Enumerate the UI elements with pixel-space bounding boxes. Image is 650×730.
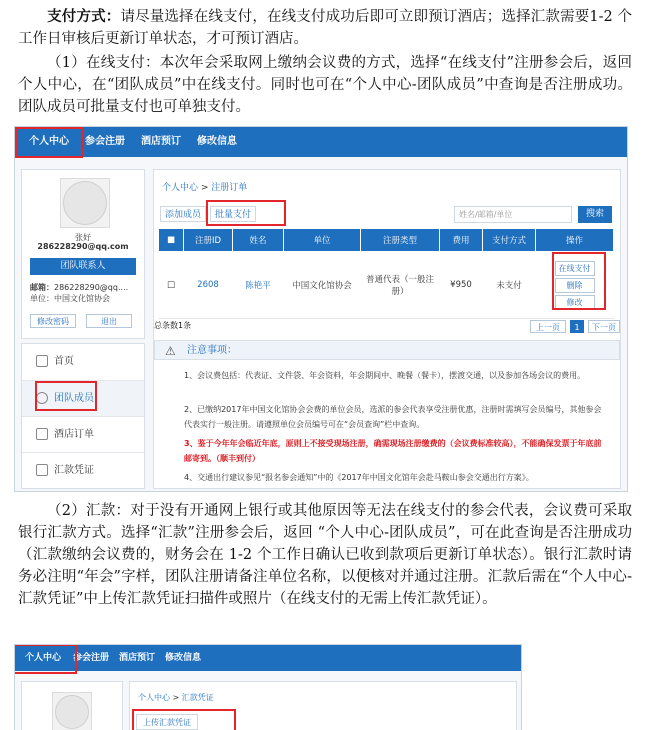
col-id: 注册ID	[184, 229, 233, 252]
table-row	[159, 252, 614, 319]
notice-title: 注意事项：	[187, 345, 237, 356]
notice-header	[154, 340, 620, 360]
avatar-icon-2	[55, 695, 89, 729]
menu-home-label: 首页	[54, 356, 74, 367]
change-password-button[interactable]: 修改密码	[30, 314, 76, 328]
voucher-icon	[36, 464, 48, 476]
profile-card	[21, 169, 145, 339]
breadcrumb	[162, 180, 247, 193]
intro-text: 请尽量选择在线支付，在线支付成功后即可立即预订酒店；选择汇款需要1-2 个工作日审核后更新订单状态，才可预订酒店。	[18, 9, 632, 47]
highlight-nav	[15, 127, 83, 158]
breadcrumb-2	[138, 692, 214, 703]
next-page-button[interactable]: 下一页	[588, 320, 620, 333]
intro-heading: 支付方式：	[47, 8, 121, 25]
col-fee: 费用	[440, 229, 483, 252]
menu-remit-voucher[interactable]	[22, 452, 144, 488]
notice-1: 1、会议费包括：代表证、文件袋、年会资料，年会期间中、晚餐（餐卡），摆渡交通，以及参加各场会议的费用。	[184, 371, 586, 380]
col-name: 姓名	[233, 229, 284, 252]
col-actions: 操作	[536, 229, 614, 252]
highlight-upload	[132, 709, 236, 730]
notice-3	[184, 436, 604, 466]
main-panel	[153, 169, 621, 489]
side-menu	[21, 343, 145, 489]
nav-personal-center[interactable]: 个人中心	[29, 136, 69, 147]
menu-hotel-orders[interactable]	[22, 416, 144, 452]
table-header	[159, 229, 614, 252]
unit-label: 单位：	[30, 294, 54, 303]
warning-icon: ⚠	[165, 344, 176, 358]
edit-button[interactable]: 修改	[555, 295, 595, 310]
breadcrumb2-current: 汇款凭证	[181, 693, 214, 702]
highlight-batch-pay	[206, 200, 286, 226]
col-check[interactable]: ■	[159, 229, 184, 252]
notice-2: 2、已缴纳2017年中国文化馆协会会费的单位会员，选派的参会代表享受注册优惠，注册时需填写会员编号，其他参会代表实行一般注册。请遵照单位会员编号可在“会员查询”栏中查询。	[184, 405, 602, 429]
delete-button[interactable]: 删除	[555, 278, 595, 293]
upload-voucher-button[interactable]: 上传汇款凭证	[136, 714, 198, 730]
col-type: 注册类型	[361, 229, 440, 252]
nav2-edit-info[interactable]: 修改信息	[165, 653, 202, 663]
avatar-frame	[60, 178, 110, 228]
search-input[interactable]: 姓名/邮箱/单位	[454, 206, 572, 223]
breadcrumb-current: 注册订单	[211, 183, 248, 193]
avatar-frame-2	[52, 692, 92, 730]
team-contact-button[interactable]: 团队联系人	[30, 258, 136, 275]
menu-hotel-label: 酒店订单	[54, 429, 94, 440]
notice-3-text: 3、鉴于今年年会临近年底，原则上不接受现场注册，确需现场注册缴费的（会议费标准较高），不能确保发票于年底前邮寄到。（顺丰到付）	[184, 439, 602, 463]
profile-card-2	[21, 681, 123, 730]
logout-button[interactable]: 退出	[86, 314, 132, 328]
avatar-icon	[63, 181, 107, 225]
breadcrumb-home[interactable]: 个人中心	[162, 183, 199, 193]
intro-paragraph	[18, 6, 632, 50]
mail-label: 邮箱：	[30, 283, 54, 292]
screenshot-team-members	[14, 126, 628, 492]
online-pay-button[interactable]: 在线支付	[555, 261, 595, 276]
hotel-icon	[36, 428, 48, 440]
home-icon	[36, 355, 48, 367]
profile-email: 286228290@qq.com	[37, 242, 129, 251]
profile-mail-row	[30, 282, 128, 293]
online-paragraph: （1）在线支付：本次年会采取网上缴纳会议费的方式，选择“在线支付”注册参会后，返回个人中心，在“团队成员”中在线支付。同时也可在“个人中心-团队成员”中查询是否注册成功。团队成员可批量支付也可单独支付。	[18, 55, 632, 115]
mail-value: 286228290@qq....	[54, 283, 129, 292]
nav-edit-info[interactable]: 修改信息	[197, 136, 237, 147]
breadcrumb2-sep: >	[170, 693, 182, 702]
col-unit: 单位	[284, 229, 361, 252]
highlight-team-members	[35, 381, 97, 411]
col-pay: 支付方式	[483, 229, 536, 252]
row-checkbox[interactable]: □	[159, 252, 184, 319]
row-id: 2608	[184, 252, 233, 319]
nav-hotel[interactable]: 酒店预订	[141, 136, 181, 147]
highlight-actions	[552, 252, 606, 310]
highlight-nav-2	[14, 644, 77, 674]
row-type: 普通代表（一般注册）	[361, 252, 440, 319]
profile-name: 张好	[75, 233, 91, 242]
breadcrumb2-home[interactable]: 个人中心	[138, 693, 170, 702]
total-count: 总条数1条	[154, 321, 192, 330]
page-1-button[interactable]: 1	[570, 320, 584, 333]
row-pay: 未支付	[483, 252, 536, 319]
members-table	[158, 228, 614, 319]
menu-home[interactable]	[22, 344, 144, 380]
nav2-personal-center[interactable]: 个人中心	[25, 653, 62, 663]
row-name: 陈艳平	[233, 252, 284, 319]
menu-team-label: 团队成员	[54, 393, 94, 404]
nav-registration[interactable]: 参会注册	[85, 136, 125, 147]
unit-value: 中国文化馆协会	[54, 294, 110, 303]
profile-unit-row	[30, 293, 110, 304]
search-button[interactable]: 搜索	[578, 206, 612, 223]
notice-4: 4、交通出行建议参见“报名参会通知”中的《2017年中国文化馆年会赴马鞍山参会交通出行方案》。	[184, 473, 534, 482]
row-fee: ¥950	[440, 252, 483, 319]
tab-add-member[interactable]: 添加成员	[160, 206, 206, 222]
remit-paragraph: （2）汇款：对于没有开通网上银行或其他原因等无法在线支付的参会代表，会议费可采取银行汇款方式。选择“汇款”注册参会后，返回 “个人中心-团队成员”，可在此查询是否注册成功（汇款缴纳会议费的，财务会在 1-2 个工作日确认已收到款项后更新订单状态）。银行汇款时请务必注明“年会”字样，团队注册请备注单位名称，以便核对并通过注册。汇款后需在“个人中心-汇款凭证”中上传汇款凭证扫描件或照片（在线支付的无需上传汇款凭证）。	[18, 503, 632, 607]
prev-page-button[interactable]: 上一页	[530, 320, 566, 333]
tab-batch-pay[interactable]: 批量支付	[210, 206, 256, 222]
row-unit: 中国文化馆协会	[284, 252, 361, 319]
nav2-hotel[interactable]: 酒店预订	[119, 653, 156, 663]
nav2-registration[interactable]: 参会注册	[73, 653, 110, 663]
main-panel-2	[129, 681, 517, 730]
breadcrumb-sep: >	[198, 183, 212, 193]
screenshot-remit-voucher	[14, 644, 522, 730]
menu-voucher-label: 汇款凭证	[54, 465, 94, 476]
